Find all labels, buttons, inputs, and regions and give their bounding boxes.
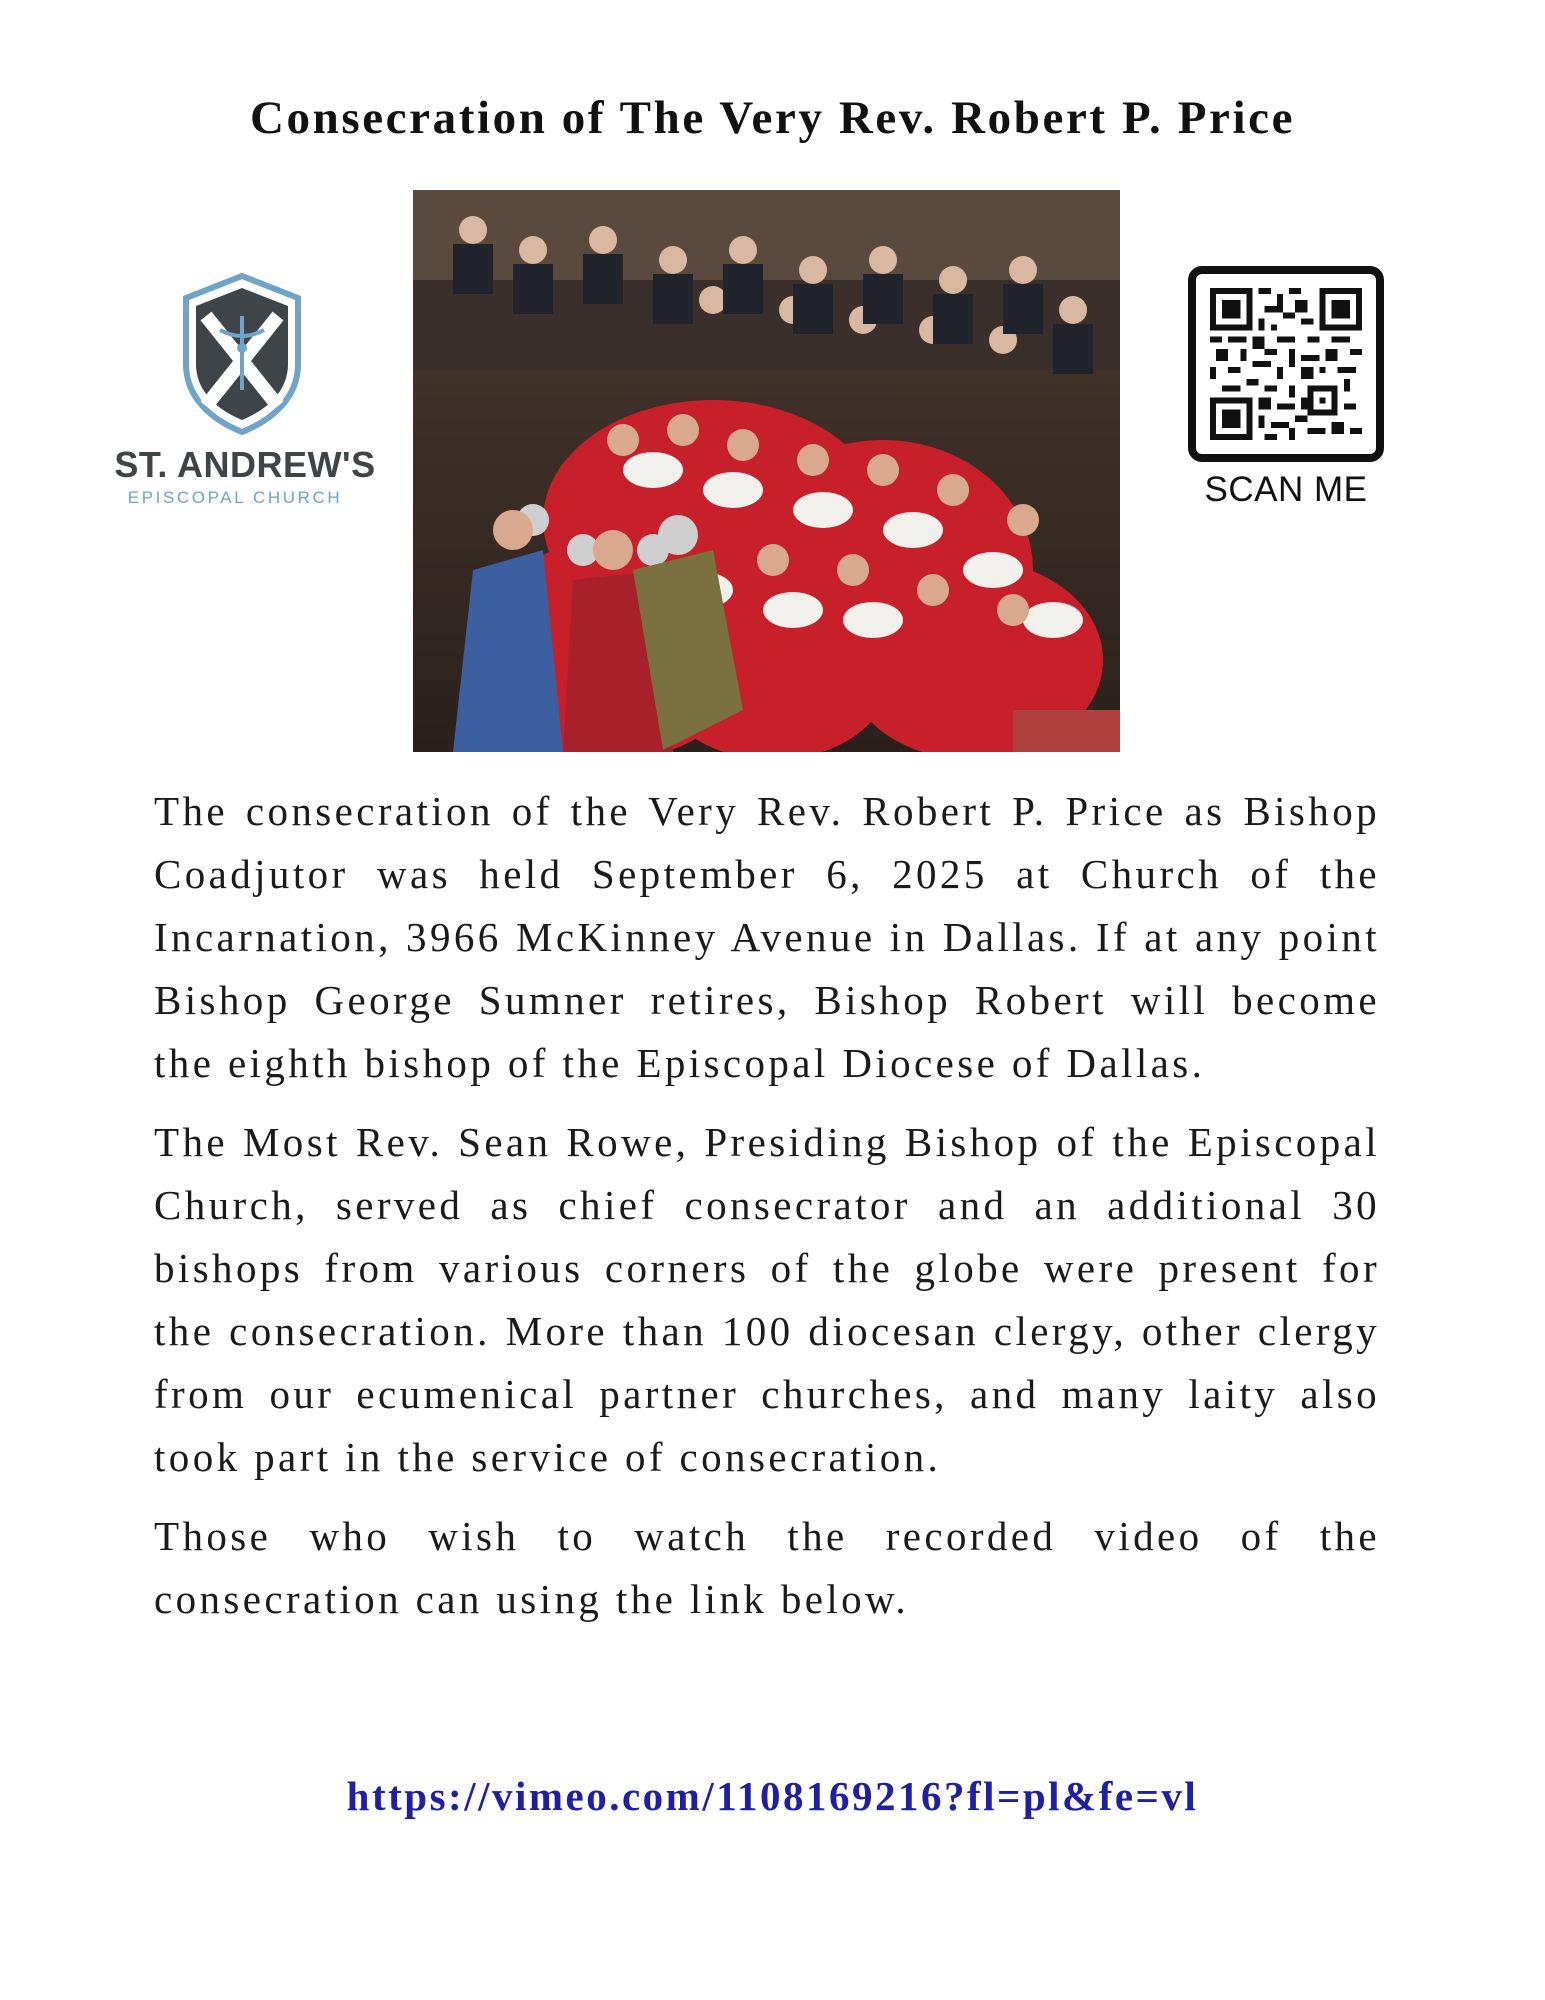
paragraph: The Most Rev. Sean Rowe, Presiding Bishop of the Episcopal Church, served as chief consecrator and an additional 30 bishops from various corners of the globe were present for the consecration. More than 100 diocesan clergy, other clergy from our ecumenical partner churches, and many laity also took part in the service of consecration.	[154, 1119, 1380, 1480]
qr-code-icon	[1210, 288, 1362, 440]
paragraph: Those who wish to watch the recorded video of the consecration can using the link below.	[154, 1513, 1380, 1622]
page-title: Consecration of The Very Rev. Robert P. Price	[249, 92, 1296, 144]
logo-church-subtitle: EPISCOPAL CHURCH	[127, 488, 343, 507]
church-logo	[100, 272, 390, 512]
consecration-photo	[413, 190, 1120, 752]
photo-icon	[413, 190, 1120, 752]
paragraph: The consecration of the Very Rev. Robert P. Price as Bishop Coadjutor was held September 6, 2025 at Church of the Incarnation, 3966 McKinney Avenue in Dallas. If at any point Bishop George Sumner retires, Bishop Robert will become the eighth bishop of the Episcopal Diocese of Dallas.	[154, 788, 1380, 1086]
qr-code[interactable]	[1188, 266, 1384, 462]
article-body	[154, 780, 1380, 1647]
qr-scan-label: SCAN ME	[1204, 470, 1368, 509]
logo-church-name: ST. ANDREW'S	[114, 444, 376, 485]
video-link[interactable]: https://vimeo.com/1108169216?fl=pl&fe=vl	[346, 1773, 1199, 1819]
shield-icon	[180, 272, 304, 436]
